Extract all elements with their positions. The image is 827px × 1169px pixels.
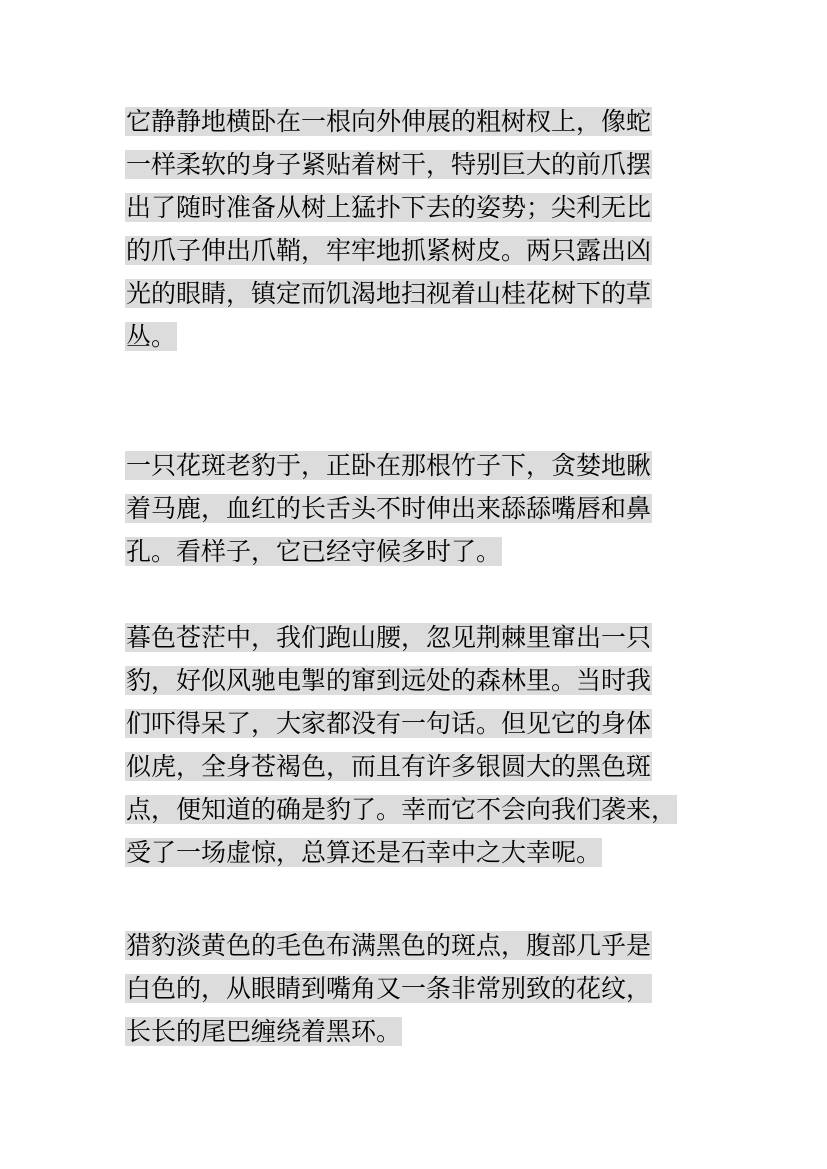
paragraph-leopard-under-bamboo [125, 448, 725, 577]
text-line [125, 491, 725, 527]
text-line [125, 104, 725, 140]
text-line [125, 620, 725, 656]
highlighted-text: 它静静地横卧在一根向外伸展的粗树杈上，像蛇 [126, 107, 652, 136]
text-line [125, 792, 725, 828]
text-line [125, 706, 725, 742]
text-line [125, 534, 725, 570]
text-line [125, 928, 725, 964]
highlighted-text: 出了随时准备从树上猛扑下去的姿势；尖利无比 [126, 193, 652, 222]
text-line [125, 971, 725, 1007]
text-line [125, 663, 725, 699]
highlighted-text: 们吓得呆了，大家都没有一句话。但见它的身体 [126, 709, 652, 738]
text-line [125, 749, 725, 785]
paragraph-leopard-on-branch [125, 104, 725, 362]
text-line [125, 233, 725, 269]
paragraph-cheetah-description [125, 928, 725, 1057]
text-line [125, 448, 725, 484]
highlighted-text: 一样柔软的身子紧贴着树干，特别巨大的前爪摆 [126, 150, 652, 179]
text-line [125, 190, 725, 226]
highlighted-text: 豹，好似风驰电掣的窜到远处的森林里。当时我 [126, 666, 652, 695]
text-line [125, 1014, 725, 1050]
paragraph-leopard-at-dusk [125, 620, 725, 878]
highlighted-text: 长长的尾巴缠绕着黑环。 [126, 1017, 402, 1046]
highlighted-text: 猎豹淡黄色的毛色布满黑色的斑点，腹部几乎是 [126, 931, 652, 960]
highlighted-text: 暮色苍茫中，我们跑山腰，忽见荆棘里窜出一只 [126, 623, 652, 652]
highlighted-text: 点，便知道的确是豹了。幸而它不会向我们袭来， [126, 795, 677, 824]
text-line [125, 835, 725, 871]
highlighted-text: 的爪子伸出爪鞘，牢牢地抓紧树皮。两只露出凶 [126, 236, 652, 265]
highlighted-text: 着马鹿，血红的长舌头不时伸出来舔舔嘴唇和鼻 [126, 494, 652, 523]
highlighted-text: 白色的，从眼睛到嘴角又一条非常别致的花纹， [126, 974, 652, 1003]
text-line [125, 319, 725, 355]
text-line [125, 147, 725, 183]
highlighted-text: 孔。看样子，它已经守候多时了。 [126, 537, 502, 566]
highlighted-text: 受了一场虚惊，总算还是石幸中之大幸呢。 [126, 838, 602, 867]
highlighted-text: 似虎，全身苍褐色，而且有许多银圆大的黑色斑 [126, 752, 652, 781]
highlighted-text: 一只花斑老豹于，正卧在那根竹子下，贪婪地瞅 [126, 451, 652, 480]
highlighted-text: 光的眼睛，镇定而饥渴地扫视着山桂花树下的草 [126, 279, 652, 308]
text-line [125, 276, 725, 312]
highlighted-text: 丛。 [126, 322, 177, 351]
